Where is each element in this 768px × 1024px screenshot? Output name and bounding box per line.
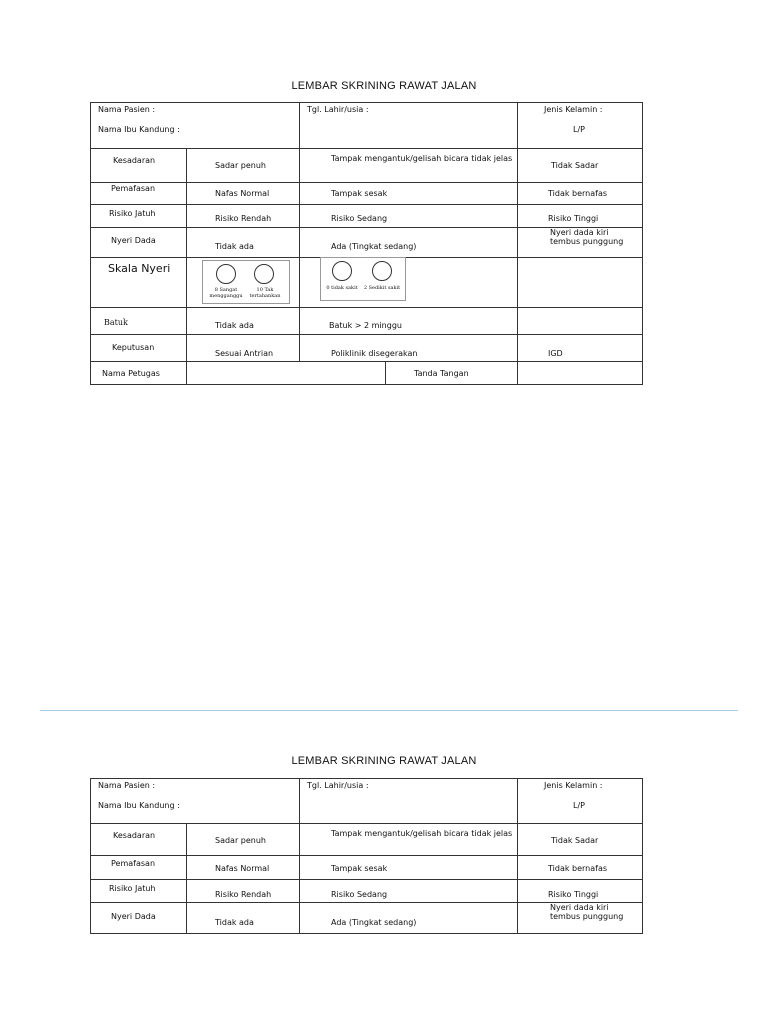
nyeri-dada-option-2: Ada (Tingkat sedang)	[331, 918, 417, 927]
nyeri-dada-option-3: Nyeri dada kiri tembus punggung	[550, 903, 624, 921]
batuk-option-2: Batuk > 2 minggu	[329, 321, 402, 330]
kesadaran-option-1: Sadar penuh	[215, 836, 267, 845]
pernafasan-label: Pemafasan	[111, 859, 156, 868]
risiko-jatuh-option-3: Risiko Tinggi	[548, 214, 599, 223]
risiko-jatuh-option-1: Risiko Rendah	[215, 214, 272, 223]
nyeri-dada-label: Nyeri Dada	[111, 236, 156, 245]
nama-petugas-label: Nama Petugas	[102, 369, 160, 378]
risiko-jatuh-option-2: Risiko Sedang	[331, 890, 388, 899]
keputusan-option-3: IGD	[548, 349, 563, 358]
pain-scale-image-high	[202, 260, 290, 304]
kesadaran-option-2: Tampak mengantuk/gelisah bicara tidak jelas	[331, 829, 513, 838]
page-separator	[40, 710, 738, 711]
pernafasan-option-2: Tampak sesak	[331, 189, 388, 198]
keputusan-option-2: Poliklinik disegerakan	[331, 349, 418, 358]
nama-ibu-label: Nama Ibu Kandung :	[98, 125, 180, 134]
kesadaran-option-3: Tidak Sadar	[551, 836, 599, 845]
pain-caption-10: 10 Tak tertahankan	[249, 287, 281, 299]
kesadaran-option-1: Sadar penuh	[215, 161, 267, 170]
nyeri-dada-option-3: Nyeri dada kiri tembus punggung	[550, 228, 624, 246]
tanda-tangan-label: Tanda Tangan	[414, 369, 469, 378]
tgl-lahir-label: Tgl. Lahir/usia :	[307, 105, 369, 114]
nama-ibu-label: Nama Ibu Kandung :	[98, 801, 180, 810]
nyeri-dada-option-1: Tidak ada	[215, 242, 254, 251]
pain-scale-image-low	[320, 257, 406, 301]
pain-caption-2: 2 Sedikit sakit	[363, 285, 401, 291]
pernafasan-option-3: Tidak bernafas	[548, 864, 608, 873]
pernafasan-option-2: Tampak sesak	[331, 864, 388, 873]
nyeri-dada-option-1: Tidak ada	[215, 918, 254, 927]
pain-caption-0: 0 tidak sakit	[326, 285, 358, 291]
form-title: LEMBAR SKRINING RAWAT JALAN	[291, 755, 477, 767]
batuk-label: Batuk	[104, 318, 128, 327]
lp-label: L/P	[573, 125, 585, 134]
skala-nyeri-label: Skala Nyeri	[108, 262, 171, 275]
pain-face-8-icon	[216, 264, 236, 284]
pain-face-2-icon	[372, 261, 392, 281]
jenis-kelamin-label: Jenis Kelamin :	[544, 105, 603, 114]
keputusan-label: Keputusan	[112, 343, 155, 352]
pernafasan-option-1: Nafas Normal	[215, 189, 270, 198]
jenis-kelamin-label: Jenis Kelamin :	[544, 781, 603, 790]
pernafasan-label: Pemafasan	[111, 184, 156, 193]
lp-label: L/P	[573, 801, 585, 810]
screening-form-1	[90, 102, 643, 385]
pain-caption-8: 8 Sangat mengganggu	[209, 287, 243, 299]
batuk-option-1: Tidak ada	[215, 321, 254, 330]
nama-pasien-label: Nama Pasien :	[98, 781, 156, 790]
pernafasan-option-1: Nafas Normal	[215, 864, 270, 873]
risiko-jatuh-option-1: Risiko Rendah	[215, 890, 272, 899]
pain-face-10-icon	[254, 264, 274, 284]
risiko-jatuh-label: Risiko Jatuh	[109, 209, 156, 218]
keputusan-option-1: Sesuai Antrian	[215, 349, 274, 358]
screening-form-2	[90, 778, 643, 934]
kesadaran-option-3: Tidak Sadar	[551, 161, 599, 170]
nyeri-dada-label: Nyeri Dada	[111, 912, 156, 921]
kesadaran-option-2: Tampak mengantuk/gelisah bicara tidak jelas	[331, 154, 513, 163]
kesadaran-label: Kesadaran	[113, 831, 156, 840]
form-title: LEMBAR SKRINING RAWAT JALAN	[291, 80, 477, 92]
pain-face-0-icon	[332, 261, 352, 281]
pernafasan-option-3: Tidak bernafas	[548, 189, 608, 198]
risiko-jatuh-label: Risiko Jatuh	[109, 884, 156, 893]
risiko-jatuh-option-2: Risiko Sedang	[331, 214, 388, 223]
tgl-lahir-label: Tgl. Lahir/usia :	[307, 781, 369, 790]
nyeri-dada-option-2: Ada (Tingkat sedang)	[331, 242, 417, 251]
nama-pasien-label: Nama Pasien :	[98, 105, 156, 114]
kesadaran-label: Kesadaran	[113, 156, 156, 165]
risiko-jatuh-option-3: Risiko Tinggi	[548, 890, 599, 899]
